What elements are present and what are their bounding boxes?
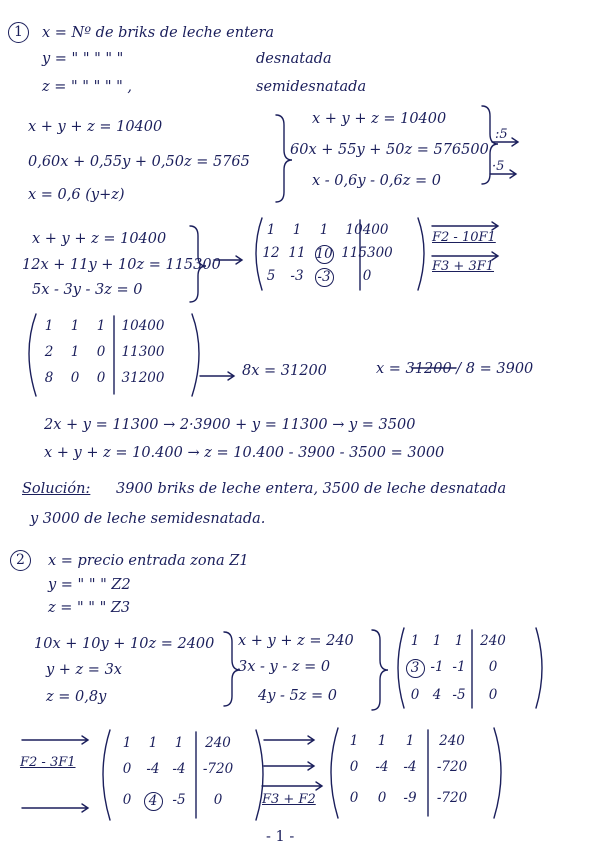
arrow-to-result — [200, 372, 234, 380]
op-row3: F3 + 3F1 — [432, 259, 495, 274]
brace-system1 — [276, 115, 292, 202]
matrix-cell: 240 — [205, 735, 231, 751]
matrix-cell: -4 — [403, 759, 417, 775]
arrow-to-matrix1 — [214, 256, 242, 264]
p2-definition-y: y = " " " Z2 — [48, 577, 131, 593]
matrix-cell: 0 — [96, 370, 106, 386]
matrix-cell: -720 — [436, 759, 468, 775]
bracket-right — [256, 730, 263, 820]
matrix-cell: 1 — [432, 633, 442, 649]
solution-text-1: 3900 briks de leche entera, 3500 de leche desnatada — [116, 481, 507, 497]
system2-eq3: x - 0,6y - 0,6z = 0 — [312, 173, 441, 189]
matrix-cell: 1 — [266, 222, 276, 238]
matrix-cell: 1 — [292, 222, 302, 238]
matrix-cell: 1 — [70, 344, 80, 360]
op-times-5: ·5 — [492, 159, 505, 174]
matrix-cell: -4 — [375, 759, 389, 775]
page-number: - 1 - — [266, 829, 295, 845]
bracket-left — [103, 730, 110, 820]
matrix-cell: 1 — [96, 318, 106, 334]
matrix-cell: 0 — [349, 790, 359, 806]
matrix-cell: 11 — [288, 245, 306, 261]
system2-eq2: 60x + 55y + 50z = 576500 — [290, 142, 489, 158]
p2-system2-eq1: x + y + z = 240 — [238, 633, 354, 649]
p2-op-row2: F2 - 3F1 — [20, 755, 76, 770]
matrix-cell: -720 — [202, 761, 234, 777]
bracket-left — [398, 628, 404, 708]
matrix-cell: 1 — [148, 735, 158, 751]
op-row2: F2 - 10F1 — [432, 230, 496, 245]
definition-z: z = " " " " " , — [42, 79, 133, 95]
matrix-cell: 10400 — [121, 318, 165, 334]
definition-z-label: semidesnatada — [256, 79, 367, 95]
bracket-right — [418, 218, 424, 290]
matrix-cell: -1 — [430, 659, 444, 675]
p2-system1-eq2: y + z = 3x — [46, 662, 122, 678]
matrix-cell: -4 — [172, 761, 186, 777]
definition-x: x = Nº de briks de leche entera — [42, 25, 275, 41]
matrix-cell: 5 — [266, 268, 276, 284]
matrix-cell: 8 — [44, 370, 54, 386]
arrow-p2-row1 — [22, 736, 88, 744]
bracket-right — [536, 628, 542, 708]
matrix-cell: 0 — [96, 344, 106, 360]
matrix-cell: 2 — [44, 344, 54, 360]
solution-text-2: y 3000 de leche semidesnatada. — [30, 511, 266, 527]
bracket-left — [29, 314, 36, 396]
matrix-cell: 0 — [362, 268, 372, 284]
matrix-cell: 115300 — [341, 245, 393, 261]
definition-y: y = " " " " " — [42, 51, 124, 67]
matrix-cell: 1 — [44, 318, 54, 334]
matrix-cell: 1 — [122, 735, 132, 751]
p2-definition-x: x = precio entrada zona Z1 — [48, 553, 249, 569]
system1-eq1: x + y + z = 10400 — [28, 119, 163, 135]
p2-definition-z: z = " " " Z3 — [48, 600, 131, 616]
p2-system2-eq2: 3x - y - z = 0 — [238, 659, 331, 675]
system3-eq1: x + y + z = 10400 — [32, 231, 167, 247]
matrix-cell: 1 — [349, 733, 359, 749]
solve-y-line: 2x + y = 11300 → 2·3900 + y = 11300 → y = 3500 — [44, 417, 416, 433]
solution-label: Solución: — [22, 481, 91, 497]
matrix-cell: 1 — [70, 318, 80, 334]
arrow-p2-m2-row2 — [264, 762, 314, 770]
solve-z-line: x + y + z = 10.400 → z = 10.400 - 3900 - 3500 = 3000 — [44, 445, 445, 461]
matrix-cell: -1 — [452, 659, 466, 675]
bracket-left — [331, 728, 338, 818]
arrow-p2-m2-row3 — [262, 782, 322, 790]
arrow-p2-m2-row1 — [264, 736, 314, 744]
matrix-cell: 12 — [262, 245, 280, 261]
brace-p2-system1 — [224, 632, 240, 706]
matrix-cell: 1 — [410, 633, 420, 649]
matrix-cell: 0 — [122, 792, 132, 808]
brace-system2 — [482, 106, 498, 184]
arrow-f2 — [432, 222, 498, 230]
system1-eq3: x = 0,6 (y+z) — [28, 187, 125, 203]
matrix-cell: 0 — [122, 761, 132, 777]
p2-system1-eq1: 10x + 10y + 10z = 2400 — [34, 636, 215, 652]
matrix-cell: 10400 — [345, 222, 389, 238]
arrow-op2 — [490, 170, 516, 178]
matrix-cell: 0 — [488, 659, 498, 675]
matrix-cell: 240 — [439, 733, 465, 749]
problem-2-number: 2 — [10, 550, 31, 571]
matrix-cell: -5 — [172, 792, 186, 808]
matrix-cell: -3 — [290, 268, 304, 284]
system3-eq3: 5x - 3y - 3z = 0 — [32, 282, 143, 298]
bracket-right — [192, 314, 199, 396]
p2-system2-eq3: 4y - 5z = 0 — [258, 688, 337, 704]
circled-pivot: 3 — [406, 659, 425, 678]
problem-1-number: 1 — [8, 22, 29, 43]
brace-p2-system2 — [372, 630, 388, 710]
matrix-cell: 0 — [349, 759, 359, 775]
matrix-cell: 11300 — [121, 344, 165, 360]
p2-system1-eq3: z = 0,8y — [46, 689, 107, 705]
matrix-cell: 0 — [410, 687, 420, 703]
p2-op-row3: F3 + F2 — [262, 792, 316, 807]
matrix-cell: 1 — [319, 222, 329, 238]
result-x: x = 31200 / 8 = 3900 — [376, 361, 534, 377]
matrix-cell: 1 — [174, 735, 184, 751]
system1-eq2: 0,60x + 0,55y + 0,50z = 5765 — [28, 154, 250, 170]
bracket-left — [256, 218, 262, 290]
matrix-cell: 1 — [454, 633, 464, 649]
matrix-cell: 240 — [480, 633, 506, 649]
bracket-right — [494, 728, 501, 818]
circled-pivot: 10 — [315, 246, 333, 262]
matrix-cell: 1 — [405, 733, 415, 749]
matrix-cell: 0 — [213, 792, 223, 808]
op-divide-5: :5 — [495, 127, 508, 142]
matrix-cell: -4 — [146, 761, 160, 777]
result-8x: 8x = 31200 — [242, 363, 327, 379]
matrix-cell: -5 — [452, 687, 466, 703]
matrix-cell: 0 — [377, 790, 387, 806]
arrow-p2-row3 — [22, 804, 88, 812]
definition-y-label: desnatada — [256, 51, 332, 67]
circled-pivot: -3 — [315, 268, 334, 287]
arrow-f3 — [432, 252, 498, 260]
matrix-cell: 1 — [377, 733, 387, 749]
matrix-cell: 31200 — [121, 370, 165, 386]
matrix-cell: -9 — [403, 790, 417, 806]
brace-system3 — [190, 226, 206, 302]
matrix-cell: 0 — [70, 370, 80, 386]
matrix-cell: 4 — [432, 687, 442, 703]
circled-pivot: 4 — [144, 792, 163, 811]
matrix-cell: 0 — [488, 687, 498, 703]
matrix-cell: -720 — [436, 790, 468, 806]
system2-eq1: x + y + z = 10400 — [312, 111, 447, 127]
system3-eq2: 12x + 11y + 10z = 115300 — [22, 257, 221, 273]
